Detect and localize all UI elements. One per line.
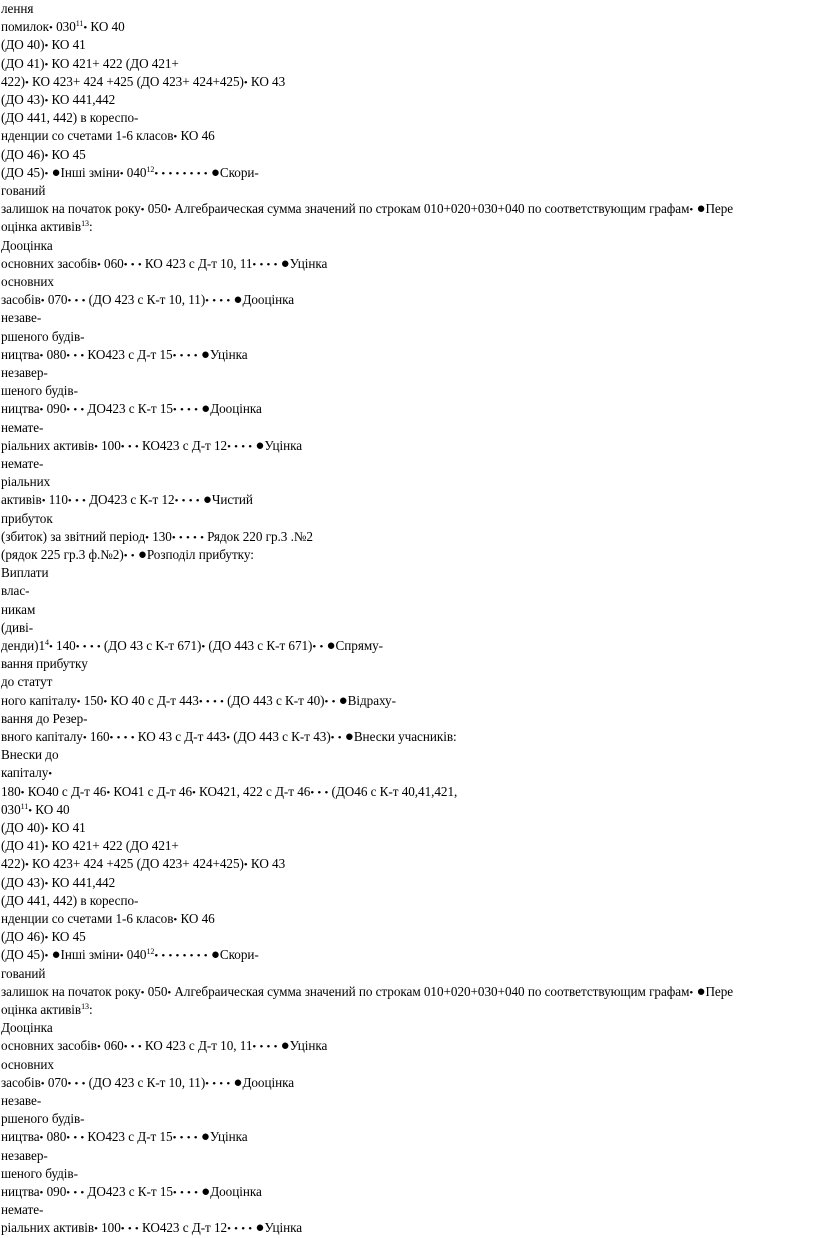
bullet-dot: • <box>74 1077 79 1090</box>
bullet-dot: • <box>154 167 159 180</box>
bullet-dot: • <box>171 531 176 544</box>
bullet-dot: • <box>103 695 108 708</box>
bullet-dot: • <box>179 1132 184 1145</box>
bullet-dot: • <box>109 732 114 744</box>
bullet-dot: • <box>179 404 184 417</box>
text-line: оцінка активів$^{13}$: <box>1 1002 93 1017</box>
text-line: гований <box>1 965 46 981</box>
bullet-dot: • <box>74 295 79 308</box>
bullet-dot: • <box>179 349 184 362</box>
text-line: ріальних активів• 100• • • КО423 с Д-т 12• • • • ●Уцінка <box>1 1220 303 1237</box>
bullet-dot: • <box>259 258 264 271</box>
bullet-dot: • <box>186 1132 191 1145</box>
bullet-dot: • <box>195 495 200 508</box>
bullet-dot: • <box>167 204 172 217</box>
bullet-dot: • <box>167 986 172 999</box>
bullet-dot: • <box>226 295 231 308</box>
bullet-dot: • <box>20 786 25 799</box>
text-line: лення <box>1 1 34 16</box>
large-bullet-dot: ● <box>201 1184 211 1200</box>
bullet-dot: • <box>310 786 315 799</box>
bullet-dot: • <box>24 859 29 872</box>
bullet-dot: • <box>330 732 335 744</box>
large-bullet-dot: ● <box>255 437 265 454</box>
bullet-dot: • <box>243 859 248 872</box>
bullet-dot: • <box>76 695 81 708</box>
text-line: активів• 110• • • ДО423 с К-т 12• • • • ●Чистий <box>1 492 253 509</box>
bullet-dot: • <box>266 258 271 271</box>
text-line: немате- <box>1 419 44 435</box>
text-line: нденции со счетами 1-6 класов• КО 46 <box>1 911 215 926</box>
bullet-dot: • <box>96 258 101 271</box>
bullet-dot: • <box>243 76 248 89</box>
text-line: (рядок 225 гр.3 ф.№2)• • ●Розподіл прибутку: <box>1 547 254 563</box>
bullet-dot: • <box>273 258 278 271</box>
large-bullet-dot: ● <box>210 947 220 964</box>
large-bullet-dot: ● <box>202 492 212 509</box>
bullet-dot: • <box>241 440 246 453</box>
large-bullet-dot: ● <box>280 1038 290 1055</box>
bullet-dot: • <box>80 1132 85 1145</box>
bullet-dot: • <box>134 1223 139 1236</box>
bullet-dot: • <box>219 1077 224 1090</box>
bullet-dot: • <box>44 167 49 180</box>
bullet-dot: • <box>66 1132 71 1145</box>
bullet-dot: • <box>123 732 128 744</box>
bullet-dot: • <box>39 349 44 362</box>
text-line: вного капіталу• 160• • • • КО 43 с Д-т 443• (ДО 443 с К-т 43)• • ●Внески учасників: <box>1 729 457 745</box>
bullet-dot: • <box>186 349 191 362</box>
bullet-dot: • <box>205 1077 209 1090</box>
bullet-dot: • <box>212 695 217 708</box>
text-line: нденции со счетами 1-6 класов• КО 46 <box>1 128 215 144</box>
text-line: (ДО 45)• ●Інші зміни• $040^{12}•$ • • • • • • • ●Скори- <box>1 164 259 181</box>
bullet-dot: • <box>161 950 166 963</box>
bullet-dot: • <box>172 1132 177 1145</box>
text-line: ршеного будів- <box>1 1111 85 1127</box>
bullet-dot: • <box>324 786 329 799</box>
footnote-ref: 13 <box>81 219 89 229</box>
bullet-dot: • <box>67 495 72 508</box>
text-line: основних <box>1 1056 54 1072</box>
bullet-dot: • <box>44 40 49 53</box>
large-bullet-dot: ● <box>51 164 61 181</box>
text-line: $030^{11}•$ КО 40 <box>1 801 70 817</box>
bullet-dot: • <box>331 695 336 708</box>
text-line: немате- <box>1 1202 44 1218</box>
text-line: (збиток) за звітний період• 130• • • • • Рядок 220 гр.3 .№2 <box>1 528 313 544</box>
text-line: 180• КО40 с Д-т 46• КО41 с Д-т 46• КО421, 422 с Д-т 46• • • (ДО46 с К-т 40,41,421, <box>1 783 458 799</box>
text-line: Виплати <box>1 565 49 581</box>
bullet-dot: • <box>252 1041 257 1054</box>
bullet-dot: • <box>73 349 78 362</box>
bullet-dot: • <box>175 167 180 180</box>
bullet-dot: • <box>94 440 98 453</box>
large-bullet-dot: ● <box>696 201 706 218</box>
footnote-ref: 13 <box>81 1002 89 1011</box>
bullet-dot: • <box>67 295 72 308</box>
text-line: основних <box>1 274 54 289</box>
bullet-dot: • <box>154 950 159 963</box>
bullet-dot: • <box>44 841 49 854</box>
bullet-dot: • <box>689 986 694 999</box>
text-line: ріальних <box>1 474 51 490</box>
bullet-dot: • <box>120 440 125 453</box>
bullet-dot: • <box>187 1187 191 1199</box>
bullet-dot: • <box>41 495 46 508</box>
bullet-dot: • <box>312 641 317 653</box>
bullet-dot: • <box>24 76 29 89</box>
bullet-dot: • <box>173 914 178 926</box>
large-bullet-dot: ● <box>280 255 290 272</box>
footnote-ref: 11 <box>20 801 29 811</box>
bullet-dot: • <box>39 1132 44 1145</box>
bullet-dot: • <box>324 695 329 708</box>
bullet-dot: • <box>219 295 224 308</box>
text-line: ництва• 090• • • ДО423 с К-т 15• • • • ●Дооцінка <box>1 401 262 418</box>
bullet-dot: • <box>179 1187 184 1199</box>
text-line: 422)• КО 423+ 424 +425 (ДО 423+ 424+425)• КО 43 <box>1 856 286 872</box>
bullet-dot: • <box>227 1223 231 1236</box>
text-line: (ДО 45)• ●Інші зміни• $040^{12}•$ • • • • • • • ●Скори- <box>1 947 259 964</box>
bullet-dot: • <box>203 950 208 963</box>
text-line: (ДО 41)• КО 421+ 422 (ДО 421+ <box>1 55 179 71</box>
text-line: Дооцінка <box>1 237 53 253</box>
text-line: (ДО 40)• КО 41 <box>1 37 86 53</box>
text-line: незавер- <box>1 1147 48 1163</box>
bullet-dot: • <box>94 1223 98 1236</box>
bullet-dot: • <box>193 349 198 362</box>
text-line: Внески до <box>1 747 59 763</box>
large-bullet-dot: ● <box>696 983 706 1000</box>
bullet-dot: • <box>73 1187 78 1199</box>
bullet-dot: • <box>220 695 224 708</box>
bullet-dot: • <box>130 732 135 744</box>
text-line: незаве- <box>1 310 42 326</box>
bullet-dot: • <box>80 349 85 362</box>
bullet-dot: • <box>137 258 142 271</box>
bullet-dot: • <box>161 167 166 180</box>
bullet-dot: • <box>44 877 49 890</box>
bullet-dot: • <box>241 1223 246 1236</box>
bullet-dot: • <box>49 22 53 35</box>
bullet-dot: • <box>317 786 322 799</box>
bullet-dot: • <box>123 258 128 271</box>
bullet-dot: • <box>127 440 132 453</box>
bullet-dot: • <box>187 404 191 417</box>
text-line: ного капіталу• 150• КО 40 с Д-т 443• • • • (ДО 443 с К-т 40)• • ●Відраху- <box>1 692 396 709</box>
bullet-dot: • <box>175 950 180 963</box>
text-line: ництва• 080• • • КО423 с Д-т 15• • • • ●Уцінка <box>1 1129 248 1146</box>
bullet-dot: • <box>234 1223 238 1236</box>
bullet-dot: • <box>137 1041 142 1054</box>
bullet-dot: • <box>185 531 190 544</box>
text-line: помилок• $030^{11}•$ КО 40 <box>1 19 125 35</box>
large-bullet-dot: ● <box>51 947 61 964</box>
text-line: $денди)1^4•$ 140• • • • (ДО 43 с К-т 671)• (ДО 443 с К-т 671)• • ●Спряму- <box>1 638 384 654</box>
bullet-dot: • <box>203 167 208 180</box>
text-line: залишок на початок року• 050• Алгебраическая сумма значений по строкам 010+020+030+040 по соответствующим графам• ●Пере <box>1 983 734 1000</box>
bullet-dot: • <box>273 1041 278 1054</box>
bullet-dot: • <box>174 495 179 508</box>
bullet-dot: • <box>81 295 86 308</box>
bullet-dot: • <box>266 1041 271 1054</box>
bullet-dot: • <box>80 404 85 417</box>
bullet-dot: • <box>82 732 87 744</box>
bullet-dot: • <box>189 950 194 963</box>
large-bullet-dot: ● <box>137 547 147 563</box>
text-line: 422)• КО 423+ 424 +425 (ДО 423+ 424+425)• КО 43 <box>1 73 286 89</box>
bullet-dot: • <box>119 950 124 963</box>
bullet-dot: • <box>173 131 178 144</box>
bullet-dot: • <box>119 167 124 180</box>
bullet-dot: • <box>116 732 121 744</box>
footnote-ref: 4 <box>45 638 49 647</box>
bullet-dot: • <box>140 204 145 217</box>
bullet-dot: • <box>182 950 187 963</box>
bullet-dot: • <box>74 495 79 508</box>
bullet-dot: • <box>689 204 694 217</box>
bullet-dot: • <box>172 349 177 362</box>
text-line: незавер- <box>1 365 48 380</box>
large-bullet-dot: ● <box>344 729 354 745</box>
bullet-dot: • <box>337 732 342 744</box>
large-bullet-dot: ● <box>201 401 211 418</box>
text-line: вання прибутку <box>1 656 88 672</box>
bullet-dot: • <box>212 1077 217 1090</box>
text-line: засобів• 070• • • (ДО 423 с К-т 10, 11)• • • • ●Дооцінка <box>1 292 295 309</box>
text-line: (ДО 43)• КО 441,442 <box>1 92 116 107</box>
text-line: залишок на початок року• 050• Алгебраическая сумма значений по строкам 010+020+030+040 по соответствующим графам• ●Пере <box>1 201 734 218</box>
bullet-dot: • <box>66 349 71 362</box>
bullet-dot: • <box>96 1041 101 1054</box>
text-line: гований <box>1 183 46 198</box>
text-line: ництва• 080• • • КО423 с Д-т 15• • • • ●Уцінка <box>1 346 248 363</box>
bullet-dot: • <box>106 786 111 799</box>
bullet-dot: • <box>73 404 78 417</box>
bullet-dot: • <box>227 440 231 453</box>
footnote-ref: 12 <box>146 947 155 957</box>
bullet-dot: • <box>123 1041 128 1054</box>
large-bullet-dot: ● <box>233 1074 243 1091</box>
large-bullet-dot: ● <box>233 292 243 309</box>
text-line: (ДО 41)• КО 421+ 422 (ДО 421+ <box>1 838 179 854</box>
bullet-dot: • <box>40 295 45 308</box>
bullet-dot: • <box>44 932 49 945</box>
bullet-dot: • <box>127 1223 132 1236</box>
bullet-dot: • <box>252 258 257 271</box>
text-line: никам <box>1 601 36 617</box>
large-bullet-dot: ● <box>326 638 336 654</box>
bullet-dot: • <box>80 1187 85 1199</box>
bullet-dot: • <box>194 1187 198 1199</box>
text-line: (ДО 46)• КО 45 <box>1 146 86 162</box>
bullet-dot: • <box>75 641 80 653</box>
text-line: (диві- <box>1 619 34 635</box>
bullet-dot: • <box>201 641 206 653</box>
bullet-dot: • <box>40 1077 45 1090</box>
text-line: засобів• 070• • • (ДО 423 с К-т 10, 11)• • • • ●Дооцінка <box>1 1074 295 1091</box>
bullet-dot: • <box>134 440 139 453</box>
bullet-dot: • <box>96 641 101 653</box>
text-line: до статут <box>1 674 53 690</box>
large-bullet-dot: ● <box>210 164 220 181</box>
text-line: (ДО 441, 442) в кореспо- <box>1 892 139 908</box>
bullet-dot: • <box>89 641 94 653</box>
bullet-dot: • <box>120 1223 125 1236</box>
large-bullet-dot: ● <box>200 346 210 363</box>
bullet-dot: • <box>248 1223 253 1236</box>
large-bullet-dot: ● <box>338 692 348 709</box>
bullet-dot: • <box>81 1077 86 1090</box>
bullet-dot: • <box>193 531 197 544</box>
bullet-dot: • <box>48 641 53 653</box>
bullet-dot: • <box>130 1041 135 1054</box>
bullet-dot: • <box>319 641 324 653</box>
bullet-dot: • <box>66 404 71 417</box>
bullet-dot: • <box>140 986 145 999</box>
bullet-dot: • <box>248 440 253 453</box>
bullet-dot: • <box>172 404 177 417</box>
bullet-dot: • <box>178 531 183 544</box>
text-line: ріальних активів• 100• • • КО423 с Д-т 12• • • • ●Уцінка <box>1 437 303 454</box>
large-bullet-dot: ● <box>200 1129 210 1146</box>
bullet-dot: • <box>67 1077 72 1090</box>
bullet-dot: • <box>189 167 194 180</box>
bullet-dot: • <box>196 167 201 180</box>
bullet-dot: • <box>212 295 217 308</box>
text-line: прибуток <box>1 510 53 526</box>
text-line: шеного будів- <box>1 1165 78 1181</box>
bullet-dot: • <box>130 258 135 271</box>
footnote-ref: 11 <box>75 19 84 29</box>
bullet-dot: • <box>198 695 203 708</box>
bullet-dot: • <box>205 695 210 708</box>
text-line: оцінка активів$^{13}$: <box>1 219 93 235</box>
bullet-dot: • <box>39 1187 44 1199</box>
text-line: (ДО 46)• КО 45 <box>1 929 86 945</box>
bullet-dot: • <box>182 167 187 180</box>
bullet-dot: • <box>66 1187 71 1199</box>
bullet-dot: • <box>44 149 49 162</box>
text-line: основних засобів• 060• • • КО 423 с Д-т 10, 11• • • • ●Уцінка <box>1 255 328 272</box>
bullet-dot: • <box>172 1187 177 1199</box>
text-line: ництва• 090• • • ДО423 с К-т 15• • • • ●Дооцінка <box>1 1184 262 1200</box>
bullet-dot: • <box>205 295 209 308</box>
footnote-ref: 12 <box>146 164 155 174</box>
text-line: немате- <box>1 456 44 471</box>
text-line: капіталу• <box>1 765 53 781</box>
text-line: (ДО 441, 442) в кореспо- <box>1 110 139 126</box>
bullet-dot: • <box>28 804 33 817</box>
bullet-dot: • <box>44 950 49 963</box>
bullet-dot: • <box>73 1132 78 1145</box>
text-line: шеного будів- <box>1 383 78 399</box>
bullet-dot: • <box>226 1077 231 1090</box>
bullet-dot: • <box>48 768 53 781</box>
bullet-dot: • <box>82 495 86 508</box>
text-line: ршеного будів- <box>1 328 85 344</box>
bullet-dot: • <box>168 167 173 180</box>
bullet-dot: • <box>145 531 149 544</box>
bullet-dot: • <box>226 732 230 744</box>
bullet-dot: • <box>194 404 198 417</box>
bullet-dot: • <box>259 1041 264 1054</box>
bullet-dot: • <box>191 786 196 799</box>
bullet-dot: • <box>123 550 128 562</box>
text-line: незаве- <box>1 1093 42 1108</box>
bullet-dot: • <box>39 404 44 417</box>
text-line: вання до Резер- <box>1 710 88 726</box>
bullet-dot: • <box>168 950 173 963</box>
bullet-dot: • <box>130 550 135 562</box>
bullet-dot: • <box>44 823 49 835</box>
large-bullet-dot: ● <box>255 1220 265 1237</box>
bullet-dot: • <box>44 95 49 107</box>
bullet-dot: • <box>200 531 204 544</box>
text-line: (ДО 43)• КО 441,442 <box>1 874 116 890</box>
bullet-dot: • <box>193 1132 198 1145</box>
bullet-dot: • <box>83 22 88 35</box>
bullet-dot: • <box>44 58 49 71</box>
text-line: Дооцінка <box>1 1020 53 1036</box>
bullet-dot: • <box>188 495 193 508</box>
bullet-dot: • <box>234 440 238 453</box>
bullet-dot: • <box>181 495 186 508</box>
text-line: влас- <box>1 583 30 599</box>
bullet-dot: • <box>82 641 87 653</box>
bullet-dot: • <box>196 950 201 963</box>
text-line: (ДО 40)• КО 41 <box>1 820 86 835</box>
text-line: основних засобів• 060• • • КО 423 с Д-т 10, 11• • • • ●Уцінка <box>1 1038 328 1055</box>
